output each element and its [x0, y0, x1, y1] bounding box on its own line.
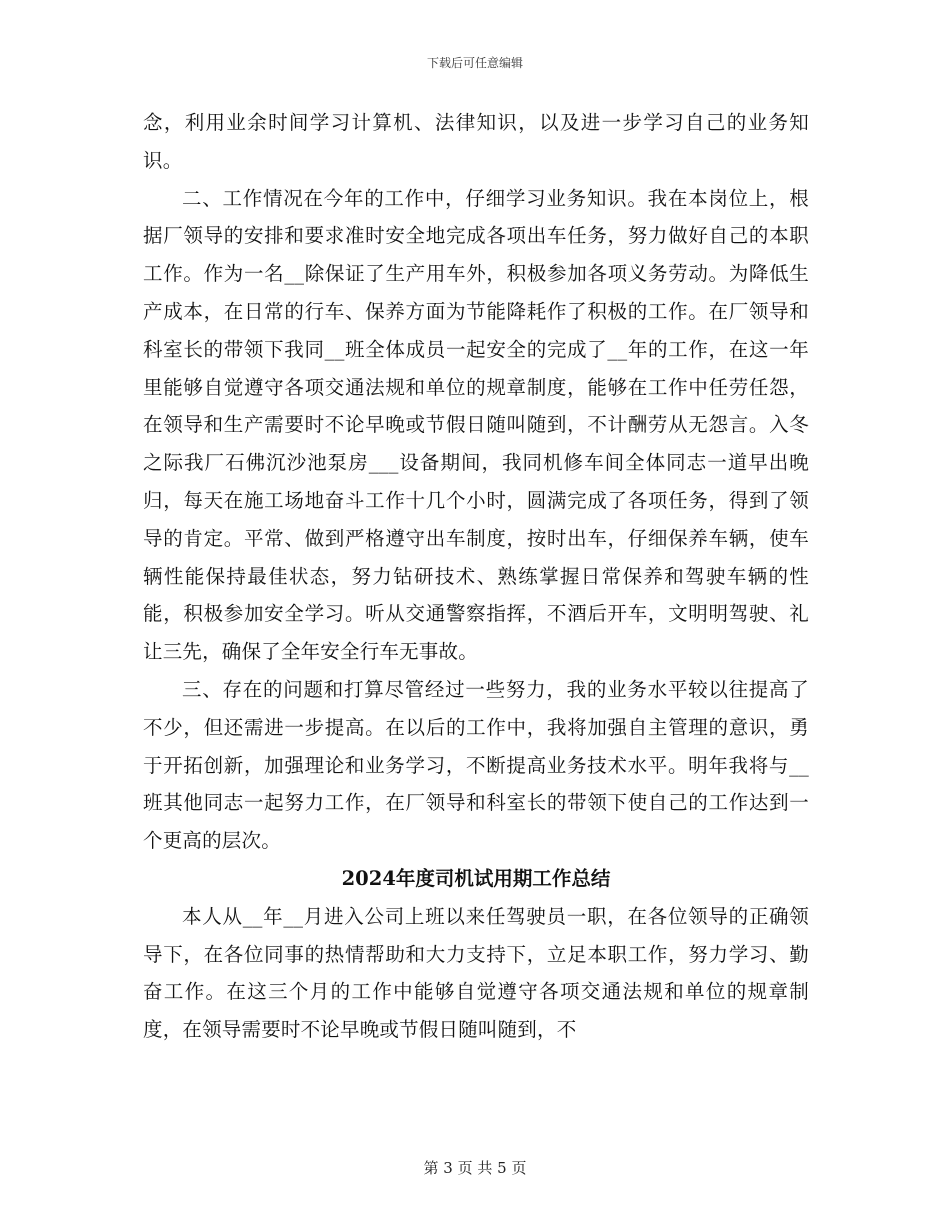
page-footer: 第 3 页 共 5 页: [423, 1159, 527, 1177]
paragraph-probation-summary: 本人从__年__月进入公司上班以来任驾驶员一职，在各位领导的正确领导下，在各位同事的热情帮助和大力支持下，立足本职工作，努力学习、勤奋工作。在这三个月的工作中能够自觉遵守各项交通法规和单位的规章制度，在领导需要时不论早晚或节假日随叫随到，不: [143, 904, 809, 1042]
page-header: 下载后可任意编辑: [426, 56, 523, 70]
section-title: 2024年度司机试用期工作总结: [341, 866, 611, 890]
paragraph-problems-plans: 三、存在的问题和打算尽管经过一些努力，我的业务水平较以往提高了不少，但还需进一步提高。在以后的工作中，我将加强自主管理的意识，勇于开拓创新，加强理论和业务学习，不断提高业务技术水平。明年我将与__班其他同志一起努力工作，在厂领导和科室长的带领下使自己的工作达到一个更高的层次。: [143, 677, 809, 853]
document-body: [143, 104, 809, 1049]
paragraph-continuation: 念，利用业余时间学习计算机、法律知识，以及进一步学习自己的业务知识。: [143, 111, 809, 172]
paragraph-work-situation: 二、工作情况在今年的工作中，仔细学习业务知识。我在本岗位上，根据厂领导的安排和要求准时安全地完成各项出车任务，努力做好自己的本职工作。作为一名__除保证了生产用车外，积极参加各项义务劳动。为降低生产成本，在日常的行车、保养方面为节能降耗作了积极的工作。在厂领导和科室长的带领下我同__班全体成员一起安全的完成了__年的工作，在这一年里能够自觉遵守各项交通法规和单位的规章制度，能够在工作中任劳任怨，在领导和生产需要时不论早晚或节假日随叫随到，不计酬劳从无怨言。入冬之际我厂石佛沉沙池泵房___设备期间，我同机修车间全体同志一道早出晚归，每天在施工场地奋斗工作十几个小时，圆满完成了各项任务，得到了领导的肯定。平常、做到严格遵守出车制度，按时出车，仔细保养车辆，使车辆性能保持最佳状态，努力钻研技术、熟练掌握日常保养和驾驶车辆的性能，积极参加安全学习。听从交通警察指挥，不酒后开车，文明明驾驶、礼让三先，确保了全年安全行车无事故。: [143, 186, 809, 664]
